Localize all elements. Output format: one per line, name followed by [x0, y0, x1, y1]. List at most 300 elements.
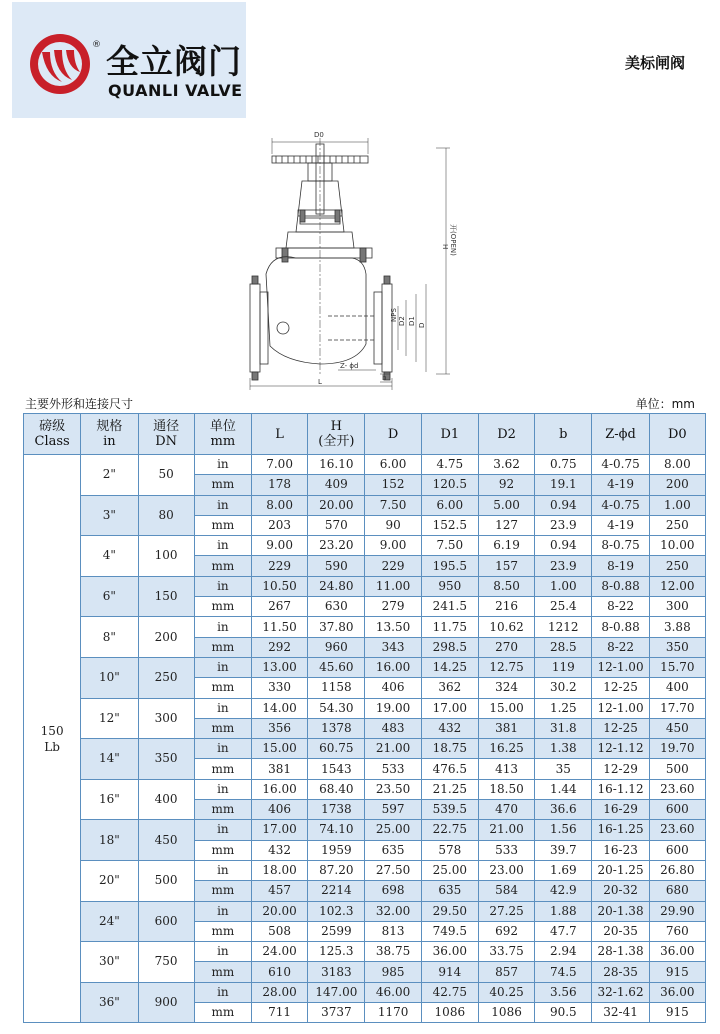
- value-cell: 32-1.62: [592, 982, 649, 1002]
- value-cell: 17.00: [421, 698, 478, 718]
- value-cell: 470: [478, 800, 534, 820]
- value-cell: 120.5: [421, 475, 478, 495]
- header-d1: D1: [421, 414, 478, 455]
- value-cell: 46.00: [365, 982, 421, 1002]
- value-cell: 298.5: [421, 637, 478, 657]
- value-cell: 200: [649, 475, 705, 495]
- value-cell: 74.10: [308, 820, 365, 840]
- value-cell: 6.00: [365, 455, 421, 475]
- unit-cell: mm: [194, 759, 251, 779]
- value-cell: 500: [649, 759, 705, 779]
- value-cell: 178: [251, 475, 307, 495]
- value-cell: 10.62: [478, 617, 534, 637]
- value-cell: 12-25: [592, 678, 649, 698]
- size-cell: 24": [81, 901, 138, 942]
- value-cell: 203: [251, 515, 307, 535]
- value-cell: 21.25: [421, 779, 478, 799]
- value-cell: 1959: [308, 840, 365, 860]
- table-row: [24, 698, 706, 718]
- table-caption: 主要外形和连接尺寸: [25, 397, 134, 411]
- value-cell: 22.75: [421, 820, 478, 840]
- value-cell: 508: [251, 921, 307, 941]
- unit-cell: mm: [194, 840, 251, 860]
- value-cell: 250: [649, 556, 705, 576]
- dn-cell: 200: [138, 617, 194, 658]
- table-row: [24, 617, 706, 637]
- value-cell: 8.00: [251, 495, 307, 515]
- value-cell: 406: [251, 800, 307, 820]
- class-cell: [24, 455, 81, 1023]
- header-size: 规格 in: [81, 414, 138, 455]
- value-cell: 292: [251, 637, 307, 657]
- table-header-row: [24, 414, 706, 455]
- value-cell: 12-1.00: [592, 657, 649, 677]
- dn-cell: 500: [138, 860, 194, 901]
- value-cell: 30.2: [535, 678, 592, 698]
- header-d: D: [365, 414, 421, 455]
- dn-cell: 900: [138, 982, 194, 1023]
- dn-cell: 80: [138, 495, 194, 536]
- value-cell: 432: [421, 718, 478, 738]
- value-cell: 23.9: [535, 556, 592, 576]
- value-cell: 90: [365, 515, 421, 535]
- value-cell: 16-23: [592, 840, 649, 860]
- value-cell: 14.25: [421, 657, 478, 677]
- value-cell: 11.50: [251, 617, 307, 637]
- value-cell: 25.00: [421, 860, 478, 880]
- value-cell: 2214: [308, 881, 365, 901]
- value-cell: 457: [251, 881, 307, 901]
- value-cell: 12.00: [649, 576, 705, 596]
- table-row: [24, 860, 706, 880]
- unit-cell: in: [194, 860, 251, 880]
- value-cell: 20-1.25: [592, 860, 649, 880]
- value-cell: 600: [649, 840, 705, 860]
- unit-cell: mm: [194, 800, 251, 820]
- unit-cell: mm: [194, 881, 251, 901]
- value-cell: 1.69: [535, 860, 592, 880]
- unit-cell: in: [194, 820, 251, 840]
- value-cell: 1.38: [535, 739, 592, 759]
- table-row: [24, 901, 706, 921]
- value-cell: 23.9: [535, 515, 592, 535]
- value-cell: 37.80: [308, 617, 365, 637]
- value-cell: 127: [478, 515, 534, 535]
- value-cell: 12-29: [592, 759, 649, 779]
- size-cell: 4": [81, 536, 138, 577]
- size-cell: 36": [81, 982, 138, 1023]
- value-cell: 32-41: [592, 1003, 649, 1023]
- table-row: [24, 820, 706, 840]
- value-cell: 0.75: [535, 455, 592, 475]
- value-cell: 19.00: [365, 698, 421, 718]
- size-cell: 12": [81, 698, 138, 739]
- dn-cell: 400: [138, 779, 194, 820]
- value-cell: 24.00: [251, 942, 307, 962]
- value-cell: 29.50: [421, 901, 478, 921]
- value-cell: 42.75: [421, 982, 478, 1002]
- value-cell: 10.00: [649, 536, 705, 556]
- table-row: [24, 576, 706, 596]
- page-title: 美标闸阀: [624, 54, 685, 72]
- value-cell: 8-22: [592, 597, 649, 617]
- table-row: [24, 779, 706, 799]
- value-cell: 25.00: [365, 820, 421, 840]
- value-cell: 13.50: [365, 617, 421, 637]
- value-cell: 6.19: [478, 536, 534, 556]
- label-h: H: [441, 244, 449, 250]
- value-cell: 749.5: [421, 921, 478, 941]
- value-cell: 27.50: [365, 860, 421, 880]
- value-cell: 3183: [308, 962, 365, 982]
- value-cell: 300: [649, 597, 705, 617]
- value-cell: 356: [251, 718, 307, 738]
- value-cell: 87.20: [308, 860, 365, 880]
- value-cell: 597: [365, 800, 421, 820]
- value-cell: 960: [308, 637, 365, 657]
- value-cell: 12.75: [478, 657, 534, 677]
- value-cell: 324: [478, 678, 534, 698]
- unit-cell: mm: [194, 962, 251, 982]
- dn-cell: 150: [138, 576, 194, 617]
- unit-cell: mm: [194, 475, 251, 495]
- dn-cell: 300: [138, 698, 194, 739]
- unit-cell: in: [194, 942, 251, 962]
- value-cell: 90.5: [535, 1003, 592, 1023]
- unit-cell: mm: [194, 1003, 251, 1023]
- size-cell: 10": [81, 657, 138, 698]
- value-cell: 680: [649, 881, 705, 901]
- value-cell: 533: [365, 759, 421, 779]
- value-cell: 15.70: [649, 657, 705, 677]
- value-cell: 36.00: [649, 982, 705, 1002]
- value-cell: 8.00: [649, 455, 705, 475]
- value-cell: 12-1.00: [592, 698, 649, 718]
- value-cell: 760: [649, 921, 705, 941]
- table-row: [24, 455, 706, 475]
- value-cell: 157: [478, 556, 534, 576]
- value-cell: 32.00: [365, 901, 421, 921]
- value-cell: 409: [308, 475, 365, 495]
- brand-name-cn: 全立阀门: [106, 42, 242, 81]
- unit-cell: in: [194, 495, 251, 515]
- value-cell: 1.56: [535, 820, 592, 840]
- size-cell: 16": [81, 779, 138, 820]
- value-cell: 18.75: [421, 739, 478, 759]
- dn-cell: 750: [138, 942, 194, 983]
- value-cell: 9.00: [365, 536, 421, 556]
- value-cell: 1.00: [649, 495, 705, 515]
- value-cell: 692: [478, 921, 534, 941]
- unit-cell: in: [194, 982, 251, 1002]
- header-l: L: [251, 414, 307, 455]
- value-cell: 8-0.88: [592, 576, 649, 596]
- label-nps: NPS: [390, 308, 398, 322]
- value-cell: 16-29: [592, 800, 649, 820]
- value-cell: 698: [365, 881, 421, 901]
- value-cell: 18.00: [251, 860, 307, 880]
- unit-cell: in: [194, 657, 251, 677]
- value-cell: 60.75: [308, 739, 365, 759]
- value-cell: 8-19: [592, 556, 649, 576]
- unit-cell: in: [194, 901, 251, 921]
- value-cell: 14.00: [251, 698, 307, 718]
- value-cell: 406: [365, 678, 421, 698]
- value-cell: 8-0.75: [592, 536, 649, 556]
- value-cell: 432: [251, 840, 307, 860]
- value-cell: 330: [251, 678, 307, 698]
- value-cell: 40.25: [478, 982, 534, 1002]
- value-cell: 381: [251, 759, 307, 779]
- dn-cell: 450: [138, 820, 194, 861]
- value-cell: 914: [421, 962, 478, 982]
- unit-cell: mm: [194, 556, 251, 576]
- label-l: L: [318, 378, 322, 386]
- value-cell: 267: [251, 597, 307, 617]
- class-value: 150: [40, 723, 64, 738]
- unit-label: 单位：mm: [635, 397, 695, 411]
- value-cell: 362: [421, 678, 478, 698]
- value-cell: 17.70: [649, 698, 705, 718]
- value-cell: 13.00: [251, 657, 307, 677]
- value-cell: 1543: [308, 759, 365, 779]
- value-cell: 68.40: [308, 779, 365, 799]
- value-cell: 26.80: [649, 860, 705, 880]
- value-cell: 28.00: [251, 982, 307, 1002]
- value-cell: 600: [649, 800, 705, 820]
- value-cell: 635: [365, 840, 421, 860]
- value-cell: 450: [649, 718, 705, 738]
- value-cell: 8-22: [592, 637, 649, 657]
- value-cell: 16-1.12: [592, 779, 649, 799]
- value-cell: 7.50: [365, 495, 421, 515]
- size-cell: 2": [81, 455, 138, 496]
- header-h: H (全开): [308, 414, 365, 455]
- value-cell: 36.00: [649, 942, 705, 962]
- value-cell: 1212: [535, 617, 592, 637]
- header-b: b: [535, 414, 592, 455]
- value-cell: 33.75: [478, 942, 534, 962]
- size-cell: 3": [81, 495, 138, 536]
- size-cell: 8": [81, 617, 138, 658]
- dn-cell: 600: [138, 901, 194, 942]
- dn-cell: 100: [138, 536, 194, 577]
- value-cell: 20.00: [308, 495, 365, 515]
- value-cell: 343: [365, 637, 421, 657]
- value-cell: 279: [365, 597, 421, 617]
- value-cell: 1.25: [535, 698, 592, 718]
- value-cell: 381: [478, 718, 534, 738]
- value-cell: 92: [478, 475, 534, 495]
- value-cell: 35: [535, 759, 592, 779]
- label-b: b: [382, 374, 387, 382]
- value-cell: 3.88: [649, 617, 705, 637]
- dn-cell: 250: [138, 657, 194, 698]
- value-cell: 16-1.25: [592, 820, 649, 840]
- value-cell: 12-1.12: [592, 739, 649, 759]
- value-cell: 270: [478, 637, 534, 657]
- value-cell: 28-1.38: [592, 942, 649, 962]
- value-cell: 23.60: [649, 820, 705, 840]
- value-cell: 54.30: [308, 698, 365, 718]
- value-cell: 2599: [308, 921, 365, 941]
- value-cell: 102.3: [308, 901, 365, 921]
- value-cell: 1158: [308, 678, 365, 698]
- value-cell: 36.6: [535, 800, 592, 820]
- table-row: [24, 495, 706, 515]
- value-cell: 15.00: [478, 698, 534, 718]
- label-h-open: 开(OPEN): [449, 224, 457, 256]
- dn-cell: 50: [138, 455, 194, 496]
- brand-logo-area: [12, 2, 246, 118]
- value-cell: 16.00: [365, 657, 421, 677]
- unit-cell: mm: [194, 921, 251, 941]
- value-cell: 1738: [308, 800, 365, 820]
- class-unit: Lb: [44, 739, 60, 754]
- unit-cell: mm: [194, 718, 251, 738]
- value-cell: 584: [478, 881, 534, 901]
- table-row: [24, 739, 706, 759]
- value-cell: 590: [308, 556, 365, 576]
- unit-cell: in: [194, 779, 251, 799]
- value-cell: 3737: [308, 1003, 365, 1023]
- value-cell: 23.00: [478, 860, 534, 880]
- value-cell: 216: [478, 597, 534, 617]
- value-cell: 16.00: [251, 779, 307, 799]
- value-cell: 6.00: [421, 495, 478, 515]
- value-cell: 20.00: [251, 901, 307, 921]
- unit-cell: mm: [194, 637, 251, 657]
- table-row: [24, 657, 706, 677]
- size-cell: 20": [81, 860, 138, 901]
- value-cell: 152: [365, 475, 421, 495]
- value-cell: 229: [251, 556, 307, 576]
- value-cell: 36.00: [421, 942, 478, 962]
- value-cell: 23.60: [649, 779, 705, 799]
- value-cell: 915: [649, 962, 705, 982]
- value-cell: 147.00: [308, 982, 365, 1002]
- value-cell: 15.00: [251, 739, 307, 759]
- value-cell: 16.10: [308, 455, 365, 475]
- value-cell: 950: [421, 576, 478, 596]
- value-cell: 16.25: [478, 739, 534, 759]
- table-row: [24, 942, 706, 962]
- value-cell: 20-35: [592, 921, 649, 941]
- value-cell: 250: [649, 515, 705, 535]
- dimension-table: [23, 413, 706, 1023]
- value-cell: 42.9: [535, 881, 592, 901]
- value-cell: 0.94: [535, 495, 592, 515]
- value-cell: 45.60: [308, 657, 365, 677]
- value-cell: 39.7: [535, 840, 592, 860]
- unit-cell: in: [194, 576, 251, 596]
- value-cell: 985: [365, 962, 421, 982]
- value-cell: 4-0.75: [592, 455, 649, 475]
- value-cell: 28-35: [592, 962, 649, 982]
- unit-cell: in: [194, 536, 251, 556]
- value-cell: 483: [365, 718, 421, 738]
- value-cell: 3.56: [535, 982, 592, 1002]
- value-cell: 413: [478, 759, 534, 779]
- unit-cell: mm: [194, 678, 251, 698]
- value-cell: 17.00: [251, 820, 307, 840]
- value-cell: 125.3: [308, 942, 365, 962]
- value-cell: 4-19: [592, 475, 649, 495]
- header-z-phi-d: Z-ϕd: [592, 414, 649, 455]
- value-cell: 4.75: [421, 455, 478, 475]
- value-cell: 578: [421, 840, 478, 860]
- value-cell: 19.1: [535, 475, 592, 495]
- label-d1: D1: [408, 316, 416, 326]
- unit-cell: mm: [194, 597, 251, 617]
- header-unit: 单位 mm: [194, 414, 251, 455]
- value-cell: 5.00: [478, 495, 534, 515]
- table-row: [24, 982, 706, 1002]
- header-d2: D2: [478, 414, 534, 455]
- value-cell: 1378: [308, 718, 365, 738]
- value-cell: 18.50: [478, 779, 534, 799]
- value-cell: 1.00: [535, 576, 592, 596]
- value-cell: 476.5: [421, 759, 478, 779]
- value-cell: 7.00: [251, 455, 307, 475]
- value-cell: 25.4: [535, 597, 592, 617]
- value-cell: 1086: [421, 1003, 478, 1023]
- value-cell: 74.5: [535, 962, 592, 982]
- table-row: [24, 536, 706, 556]
- value-cell: 19.70: [649, 739, 705, 759]
- value-cell: 7.50: [421, 536, 478, 556]
- value-cell: 9.00: [251, 536, 307, 556]
- size-cell: 6": [81, 576, 138, 617]
- value-cell: 229: [365, 556, 421, 576]
- value-cell: 1.44: [535, 779, 592, 799]
- label-z-phi-d: Z- ϕd: [340, 362, 359, 370]
- value-cell: 1170: [365, 1003, 421, 1023]
- value-cell: 350: [649, 637, 705, 657]
- dn-cell: 350: [138, 739, 194, 780]
- value-cell: 28.5: [535, 637, 592, 657]
- header-d0: D0: [649, 414, 705, 455]
- value-cell: 195.5: [421, 556, 478, 576]
- quanli-logo-icon: [28, 32, 92, 96]
- value-cell: 630: [308, 597, 365, 617]
- size-cell: 14": [81, 739, 138, 780]
- value-cell: 0.94: [535, 536, 592, 556]
- value-cell: 152.5: [421, 515, 478, 535]
- size-cell: 18": [81, 820, 138, 861]
- value-cell: 31.8: [535, 718, 592, 738]
- value-cell: 21.00: [365, 739, 421, 759]
- value-cell: 27.25: [478, 901, 534, 921]
- value-cell: 11.75: [421, 617, 478, 637]
- brand-name-en: QUANLI VALVE: [108, 81, 243, 100]
- label-d2: D2: [398, 316, 406, 326]
- unit-cell: mm: [194, 515, 251, 535]
- value-cell: 533: [478, 840, 534, 860]
- value-cell: 20-32: [592, 881, 649, 901]
- unit-cell: in: [194, 617, 251, 637]
- value-cell: 3.62: [478, 455, 534, 475]
- value-cell: 400: [649, 678, 705, 698]
- value-cell: 4-19: [592, 515, 649, 535]
- value-cell: 10.50: [251, 576, 307, 596]
- value-cell: 29.90: [649, 901, 705, 921]
- value-cell: 915: [649, 1003, 705, 1023]
- size-cell: 30": [81, 942, 138, 983]
- value-cell: 119: [535, 657, 592, 677]
- value-cell: 1086: [478, 1003, 534, 1023]
- header-class: 磅级 Class: [24, 414, 81, 455]
